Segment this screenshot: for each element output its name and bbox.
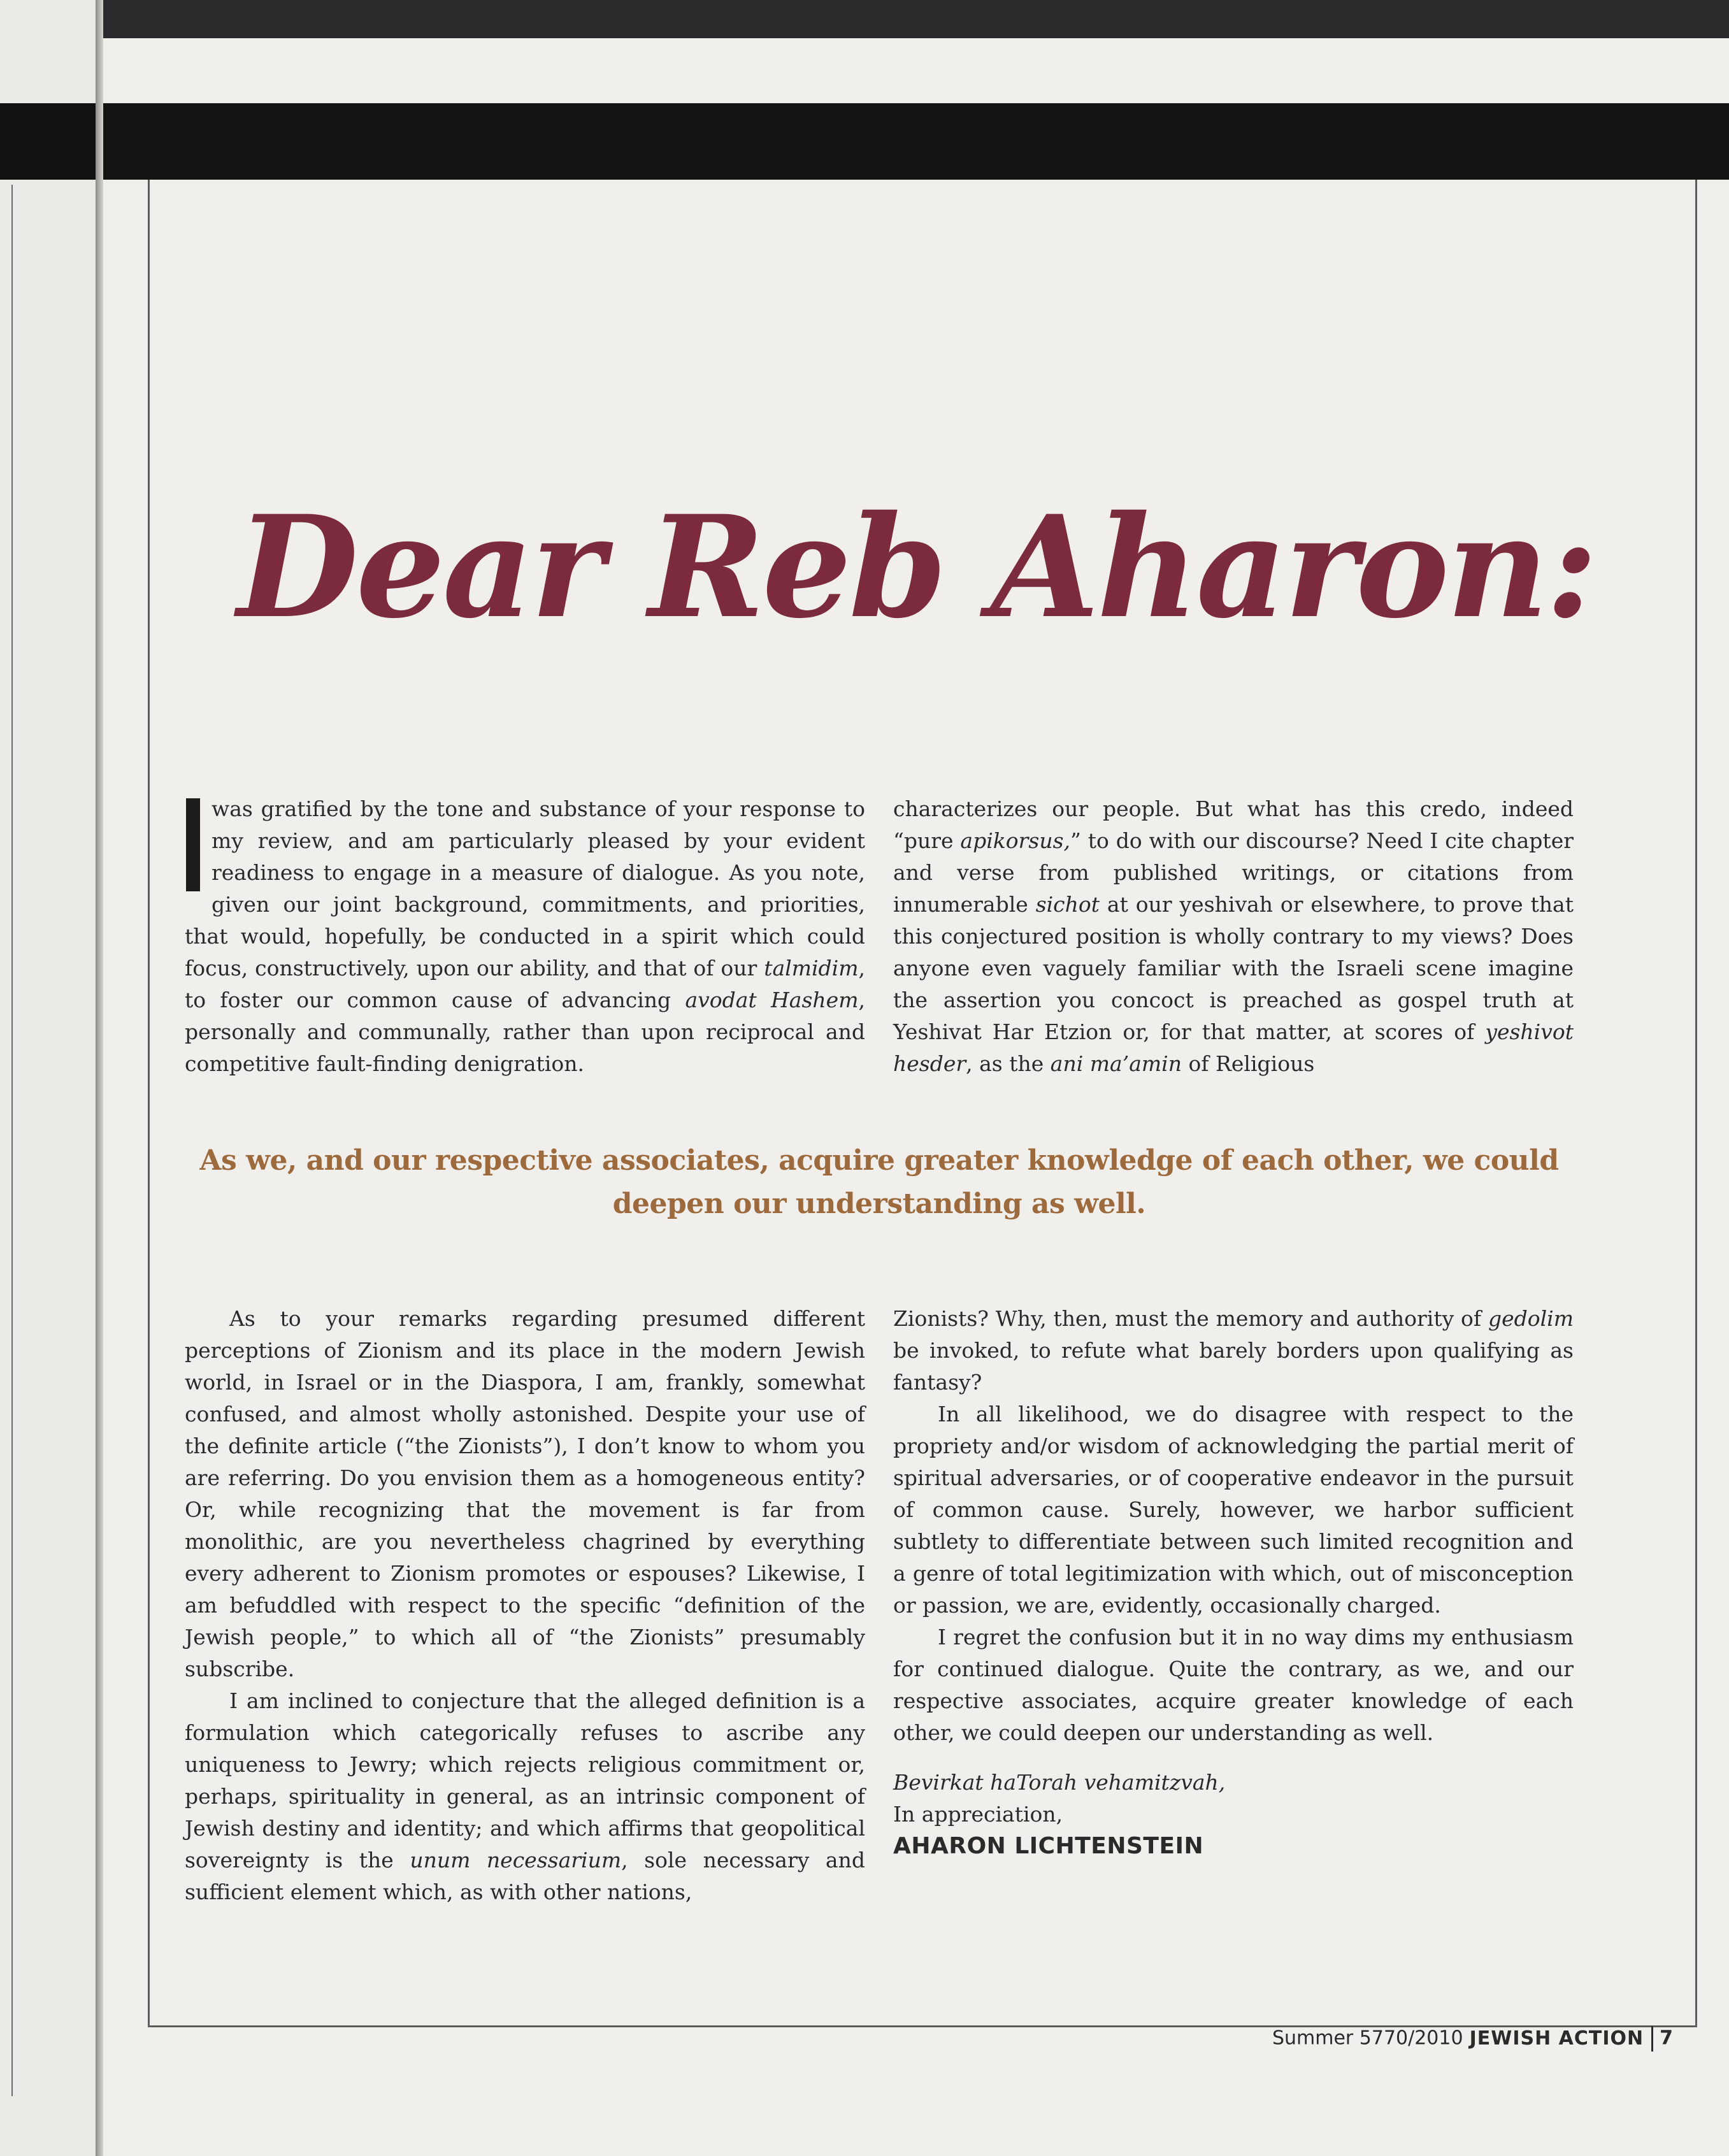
column-2-bottom — [893, 1303, 1574, 1862]
footer-separator — [1651, 2026, 1653, 2052]
magazine-page — [103, 38, 1729, 2156]
opening-paragraph: was gratified by the tone and substance of your response to my review, and am particularly pleased by your evident readiness to engage in a measure of dialogue. As you note, given our joint background, commitments, and priorities, that would, hopefully, be conducted in a spirit which could focus, constructively, upon our ability, and that of our talmidim, to foster our common cause of advancing avodat Hashem, personally and communally, rather than upon reciprocal and competitive fault-finding denigration. — [185, 796, 865, 1076]
zionism-paragraph: As to your remarks regarding presumed different perceptions of Zionism and its place in the modern Jewish world, in Israel or in the Diaspora, I am, frankly, somewhat confused, and almost wholly astonished. Despite your use of the definite article (“the Zionists”), I don’t know to whom you are referring. Do you envision them as a homogeneous entity? Or, while recognizing that the movement is far from monolithic, are you nevertheless chagrined by everything every adherent to Zionism promotes or espouses? Likewise, I am befuddled with respect to the specific “definition of the Jewish people,” to which all of “the Zionists” presumably subscribe. — [185, 1306, 865, 1681]
column-1-bottom — [185, 1303, 865, 1908]
author-signature: AHARON LICHTENSTEIN — [893, 1833, 1204, 1859]
magazine-name: JEWISH ACTION — [1469, 2027, 1644, 2050]
header-strip — [103, 103, 1729, 180]
definition-paragraph: I am inclined to conjecture that the alleged definition is a formulation which categorically refuses to ascribe any uniqueness to Jewry; which rejects religious commitment or, perhaps, spirituality in general, as an intrinsic component of Jewish destiny and identity; and which affirms that geopolitical sovereignty is the unum necessarium, sole necessary and sufficient element which, as with other nations, — [185, 1688, 865, 1904]
closing-blessing: Bevirkat haTorah vehamitzvah, — [893, 1770, 1226, 1795]
page-number: 7 — [1660, 2027, 1673, 2050]
facing-page-edge — [0, 0, 96, 2156]
page-gutter — [96, 0, 103, 2156]
page-footer — [1272, 2026, 1673, 2052]
disagreement-paragraph: In all likelihood, we do disagree with respect to the propriety and/or wisdom of acknowledging the partial merit of spiritual adversaries, or of cooperative endeavor in the pursuit of common cause. Surely, however, we harbor sufficient subtlety to differentiate between such limited recognition and a genre of total legitimization with which, out of misconception or passion, we are, evidently, occasionally charged. — [893, 1402, 1574, 1618]
facing-page-rule — [11, 185, 13, 2096]
column-1-top — [185, 793, 865, 1080]
issue-date: Summer 5770/2010 — [1272, 2027, 1463, 2050]
column-2-top — [893, 793, 1574, 1080]
facing-page-header-strip — [0, 103, 96, 180]
appreciation-line: In appreciation, — [893, 1802, 1063, 1827]
regret-paragraph: I regret the confusion but it in no way dims my enthusiasm for continued dialogue. Quite the contrary, as we, and our respective associates, acquire greater knowledge of each other, we could deepen our understanding as well. — [893, 1625, 1574, 1745]
gedolim-paragraph: Zionists? Why, then, must the memory and authority of gedolim be invoked, to refute what barely borders upon qualifying as fantasy? — [893, 1306, 1574, 1395]
pull-quote: As we, and our respective associates, acquire greater knowledge of each other, we could deepen our understanding as well. — [199, 1144, 1559, 1220]
credo-paragraph: characterizes our people. But what has this credo, indeed “pure apikorsus,” to do with our discourse? Need I cite chapter and verse from published writings, or citations from innumerable sichot at our yeshivah or elsewhere, to prove that this conjectured position is wholly contrary to my views? Does anyone even vaguely familiar with the Israeli scene imagine the assertion you concoct is preached as gospel truth at Yeshivat Har Etzion or, for that matter, at scores of yeshivot hesder, as the ani ma’amin of Religious — [893, 796, 1574, 1076]
drop-cap-i — [186, 798, 200, 891]
article-title: Dear Reb Aharon: — [236, 484, 1596, 649]
